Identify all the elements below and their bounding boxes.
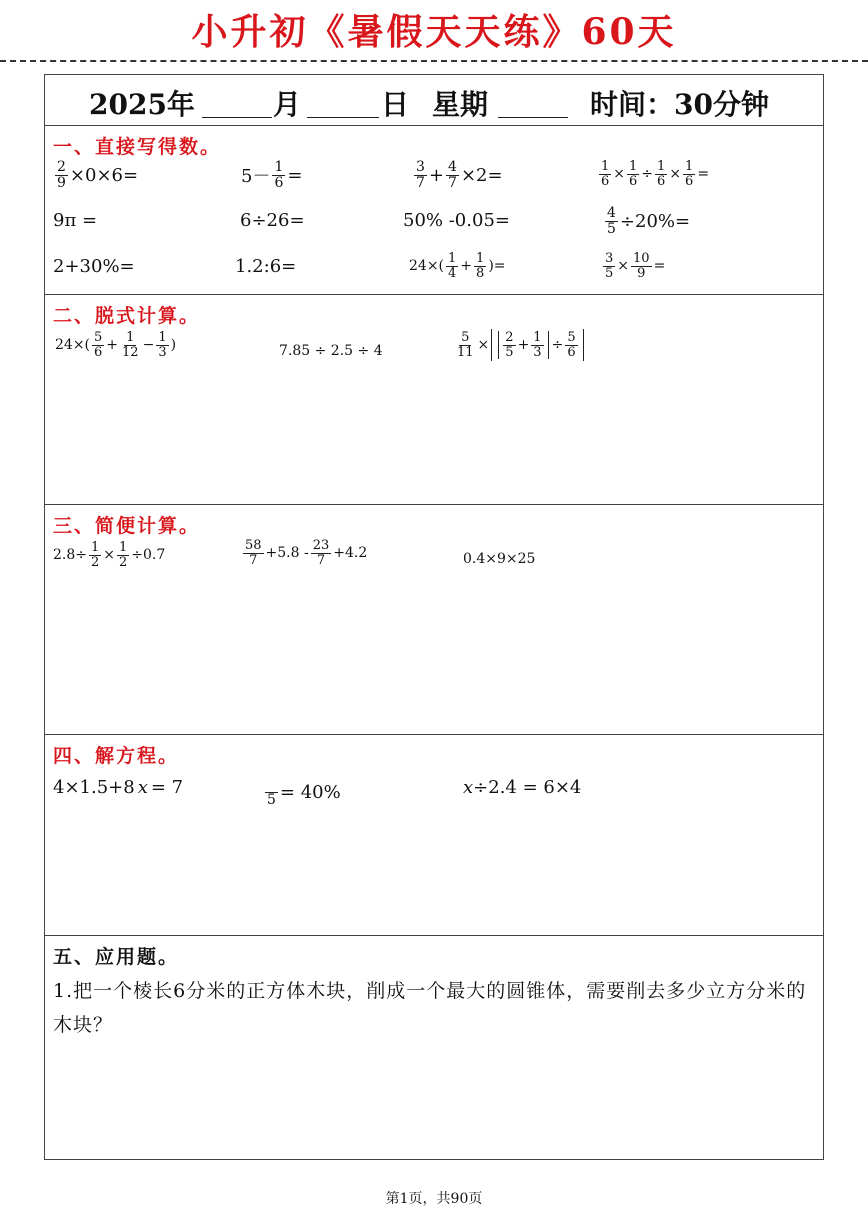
q1-item-i: 2+30%= [53,256,135,277]
page-title: 小升初《暑假天天练》60天 [191,11,677,53]
q1-item-a: $\frac{2}{9}$ ×0×6= [57,159,139,191]
q1-item-g: 50% -0.05= [403,210,510,231]
worksheet [44,74,824,1160]
q1-item-c: $\frac{3}{7}$ + $\frac{4}{7}$ ×2= [416,159,503,191]
section-step-calculation [45,295,823,505]
q3-item-b: $\frac{58}{7}$ +5.8 - $\frac{23}{7}$ +4.2 [245,538,368,568]
month-label: 月 [273,88,302,121]
date-header-row [45,75,823,126]
fraction: $\frac{4}{7}$ [448,159,457,191]
q3-item-a: 2.8÷ $\frac{1}{2}$ × $\frac{1}{2}$ ÷0.7 [53,540,166,570]
section-word-problems [45,936,823,1161]
section-solve-equations [45,735,823,936]
year-label: 2025年 [89,88,195,121]
month-blank[interactable] [202,117,272,118]
q1-item-h: $\frac{4}{5}$ ÷20%= [607,205,691,237]
section-title: 一、直接写得数。 [53,136,222,158]
q2-item-a: 24×( $\frac{5}{6}$ + $\frac{1}{12}$ − $\frac{1}{3}$ ) [55,330,177,360]
weekday-label: 星期 [432,88,489,121]
q1-item-j: 1.2:6= [235,256,297,277]
q4-item-a: 4×1.5+8 x = 7 [53,777,184,798]
day-label: 日 [381,88,410,121]
day-blank[interactable] [307,117,379,118]
q1-item-d: $\frac{1}{6}$ × $\frac{1}{6}$ ÷ $\frac{1}{6}$ × $\frac{1}{6}$ = [601,159,710,189]
section-direct-answers [45,126,823,295]
section-title: 二、脱式计算。 [53,305,201,327]
q1-item-f: 6÷26= [240,210,305,231]
fraction: $\frac{1}{6}$ [274,159,284,191]
q2-item-c: $\frac{5}{11}$ × $\frac{2}{5}$ + $\frac{1}{3}$ ÷ $\frac{5}{6}$ [453,329,586,361]
word-problem-1: 1.把一个棱长6分米的正方体木块，削成一个最大的圆锥体，需要削去多少立方分米的木块？ [53,980,807,1036]
q3-item-c: 0.4×9×25 [463,551,536,567]
section-title: 三、简便计算。 [53,515,201,537]
fraction: $\frac{3}{7}$ [416,159,425,191]
q4-item-c: x ÷2.4 = 6×4 [463,777,582,798]
weekday-blank[interactable] [498,117,568,118]
q4-item-b: 5 = 40% [263,777,341,807]
time-label: 时间：30分钟 [590,88,769,121]
page-footer: 第1页，共90页 [385,1191,483,1207]
q1-item-l: $\frac{3}{5}$ × $\frac{10}{9}$ = [605,251,666,281]
section-title: 四、解方程。 [53,745,180,767]
section-simplified-calculation [45,505,823,735]
q1-item-b: 5－ $\frac{1}{6}$ = [241,159,303,191]
section-title: 五、应用题。 [53,946,180,968]
q2-item-b: 7.85 ÷ 2.5 ÷ 4 [279,343,383,359]
q1-item-e: 9π = [53,210,98,231]
q1-item-k: 24×( $\frac{1}{4}$ + $\frac{1}{8}$ )= [409,251,506,281]
dashed-divider [0,60,868,62]
fraction: $\frac{2}{9}$ [57,159,66,191]
